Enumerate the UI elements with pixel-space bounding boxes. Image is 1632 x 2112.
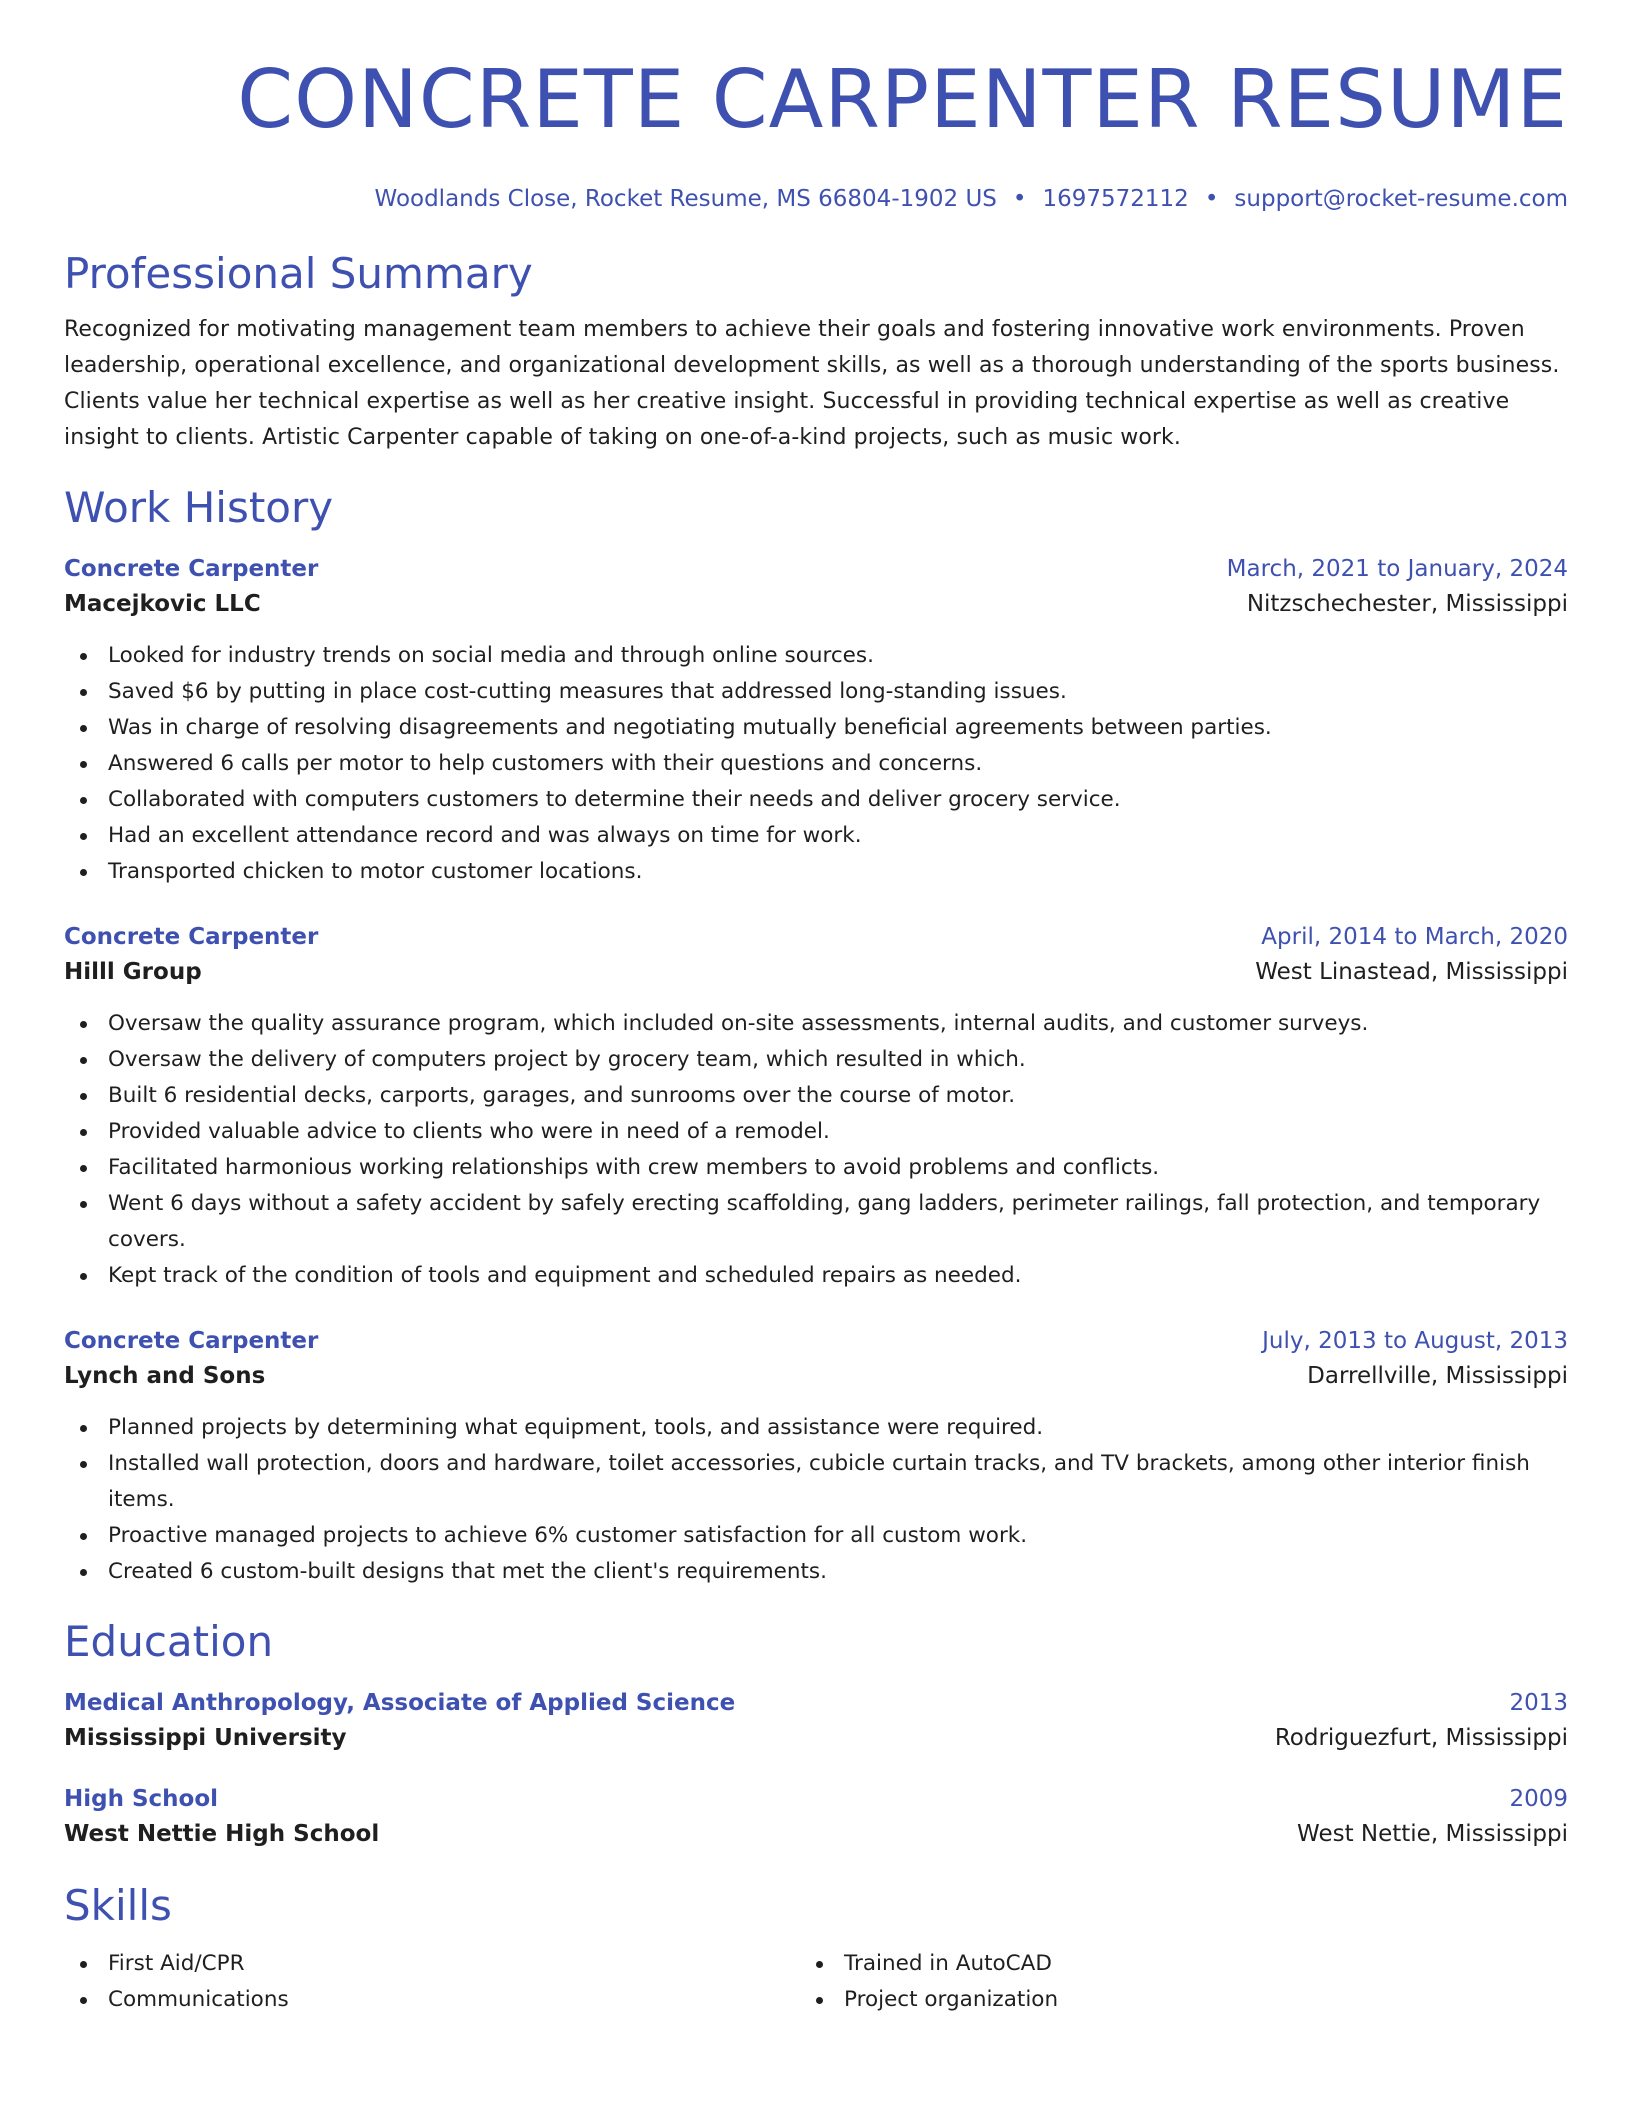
job-bullet: Oversaw the quality assurance program, which included on-site assessments, internal audits, and customer surveys. xyxy=(64,1006,1568,1042)
job-bullet: Installed wall protection, doors and hardware, toilet accessories, cubicle curtain tracks, and TV brackets, among other interior finish items. xyxy=(64,1446,1568,1518)
skill-item: Project organization xyxy=(800,1982,1536,2018)
job-bullet: Collaborated with computers customers to determine their needs and deliver grocery service. xyxy=(64,782,1568,818)
job-bullets xyxy=(64,638,1568,890)
job-entry xyxy=(64,552,1568,890)
job-location: Darrellville, Mississippi xyxy=(1307,1363,1568,1389)
education-heading: Education xyxy=(64,1617,274,1666)
job-bullets xyxy=(64,1006,1568,1294)
job-title-row xyxy=(64,920,1568,954)
job-company: Hilll Group xyxy=(64,959,202,985)
work-history-heading: Work History xyxy=(64,483,334,532)
summary-text: Recognized for motivating management team members to achieve their goals and fostering innovative work environments. Proven leadership, operational excellence, and organizational development skills, as well as a thorough understanding of the sports business. Clients value her technical expertise as well as her creative insight. Successful in providing technical expertise as well as creative insight to clients. Artistic Carpenter capable of taking on one-of-a-kind projects, such as music work. xyxy=(64,317,1560,450)
job-bullet: Facilitated harmonious working relationships with crew members to avoid problems and conflicts. xyxy=(64,1150,1568,1186)
job-company-row xyxy=(64,1358,1568,1394)
job-bullet: Built 6 residential decks, carports, garages, and sunrooms over the course of motor. xyxy=(64,1078,1568,1114)
education-school-row xyxy=(64,1816,1568,1852)
job-title: Concrete Carpenter xyxy=(64,556,319,582)
skills-heading: Skills xyxy=(64,1881,172,1930)
education-year: 2009 xyxy=(1509,1786,1568,1812)
skills-list-right xyxy=(800,1946,1536,2018)
skills-grid xyxy=(64,1946,1568,2018)
education-location: Rodriguezfurt, Mississippi xyxy=(1274,1725,1568,1751)
job-entry xyxy=(64,920,1568,1294)
education-degree: High School xyxy=(64,1786,219,1812)
education-degree-row xyxy=(64,1782,1568,1816)
job-bullet: Proactive managed projects to achieve 6% customer satisfaction for all custom work. xyxy=(64,1518,1568,1554)
education-year: 2013 xyxy=(1509,1690,1568,1716)
job-location: West Linastead, Mississippi xyxy=(1255,959,1568,985)
job-bullets xyxy=(64,1410,1568,1590)
skills-column-right xyxy=(800,1946,1536,2018)
job-bullet: Saved $6 by putting in place cost-cutting measures that addressed long-standing issues. xyxy=(64,674,1568,710)
job-bullet: Created 6 custom-built designs that met the client's requirements. xyxy=(64,1554,1568,1590)
job-bullet: Transported chicken to motor customer locations. xyxy=(64,854,1568,890)
education-location: West Nettie, Mississippi xyxy=(1297,1821,1568,1847)
job-location: Nitzschechester, Mississippi xyxy=(1246,591,1568,617)
education-school: Mississippi University xyxy=(64,1725,347,1751)
education-degree-row xyxy=(64,1686,1568,1720)
skill-item: Trained in AutoCAD xyxy=(800,1946,1536,1982)
job-bullet: Provided valuable advice to clients who were in need of a remodel. xyxy=(64,1114,1568,1150)
skill-item: First Aid/CPR xyxy=(64,1946,800,1982)
summary-heading: Professional Summary xyxy=(64,249,533,298)
education-entry xyxy=(64,1686,1568,1756)
job-dates: July, 2013 to August, 2013 xyxy=(1262,1328,1568,1354)
job-bullet: Planned projects by determining what equipment, tools, and assistance were required. xyxy=(64,1410,1568,1446)
contact-separator: • xyxy=(1012,186,1027,212)
job-dates: April, 2014 to March, 2020 xyxy=(1261,924,1568,950)
skills-list-left xyxy=(64,1946,800,2018)
job-dates: March, 2021 to January, 2024 xyxy=(1226,556,1568,582)
job-company-row xyxy=(64,954,1568,990)
job-company: Macejkovic LLC xyxy=(64,591,261,617)
resume-title: CONCRETE CARPENTER RESUME xyxy=(237,53,1568,146)
job-entry xyxy=(64,1324,1568,1590)
contact-phone[interactable]: 1697572112 xyxy=(1042,186,1189,212)
job-title: Concrete Carpenter xyxy=(64,924,319,950)
skill-item: Communications xyxy=(64,1982,800,2018)
contact-email[interactable]: support@rocket-resume.com xyxy=(1234,186,1568,212)
education-degree: Medical Anthropology, Associate of Applied Science xyxy=(64,1690,736,1716)
job-bullet: Was in charge of resolving disagreements and negotiating mutually beneficial agreements between parties. xyxy=(64,710,1568,746)
education-entry xyxy=(64,1782,1568,1852)
contact-address: Woodlands Close, Rocket Resume, MS 66804-1902 US xyxy=(374,186,997,212)
job-bullet: Answered 6 calls per motor to help customers with their questions and concerns. xyxy=(64,746,1568,782)
job-bullet: Had an excellent attendance record and was always on time for work. xyxy=(64,818,1568,854)
job-bullet: Oversaw the delivery of computers project by grocery team, which resulted in which. xyxy=(64,1042,1568,1078)
job-company-row xyxy=(64,586,1568,622)
job-bullet: Looked for industry trends on social media and through online sources. xyxy=(64,638,1568,674)
job-title: Concrete Carpenter xyxy=(64,1328,319,1354)
skills-column-left xyxy=(64,1946,800,2018)
contact-separator: • xyxy=(1204,186,1219,212)
job-bullet: Went 6 days without a safety accident by safely erecting scaffolding, gang ladders, perimeter railings, fall protection, and temporary covers. xyxy=(64,1186,1568,1258)
job-title-row xyxy=(64,552,1568,586)
job-bullet: Kept track of the condition of tools and equipment and scheduled repairs as needed. xyxy=(64,1258,1568,1294)
job-company: Lynch and Sons xyxy=(64,1363,266,1389)
contact-line xyxy=(64,184,1568,214)
education-school-row xyxy=(64,1720,1568,1756)
job-title-row xyxy=(64,1324,1568,1358)
education-school: West Nettie High School xyxy=(64,1821,380,1847)
